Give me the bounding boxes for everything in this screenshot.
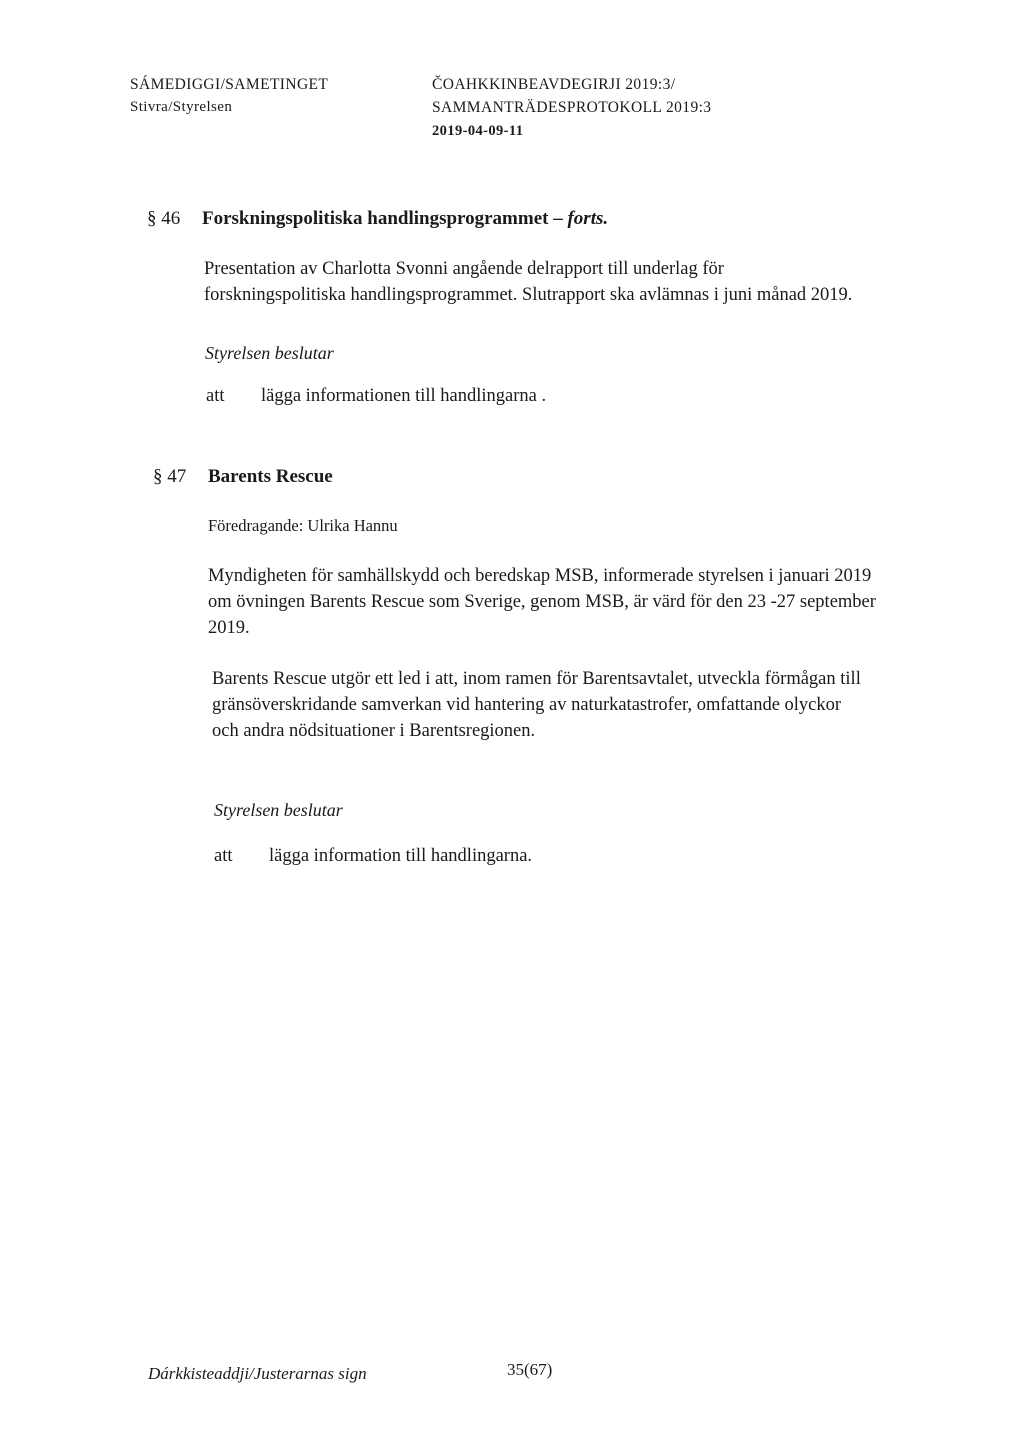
decision-text: lägga information till handlingarna.	[269, 846, 533, 866]
section-47-decision-heading: Styrelsen beslutar	[214, 800, 343, 820]
org-unit: Stivra/Styrelsen	[130, 99, 233, 115]
section-47-presenter: Föredragande: Ulrika Hannu	[208, 516, 398, 535]
section-47-paragraph-1	[208, 563, 876, 641]
text-line: Myndigheten för samhällskydd och beredskap MSB, informerade styrelsen i januari 2019	[208, 566, 872, 586]
section-46-title: Forskningspolitiska handlingsprogrammet –	[202, 208, 563, 229]
text-line: och andra nödsituationer i Barentsregionen.	[212, 721, 536, 741]
section-47-number: § 47	[153, 466, 187, 487]
page-number: 35(67)	[507, 1360, 553, 1379]
meeting-date: 2019-04-09-11	[432, 123, 524, 139]
org-name: SÁMEDIGGI/SAMETINGET	[130, 76, 329, 93]
section-47-paragraph-2	[212, 666, 861, 744]
text-line: gränsöverskridande samverkan vid hantering av naturkatastrofer, omfattande olyckor	[212, 695, 842, 715]
text-line: Presentation av Charlotta Svonni angående delrapport till underlag för	[204, 259, 724, 279]
signature-label: Dárkkisteaddji/Justerarnas sign	[148, 1364, 367, 1383]
footer-signature-label	[148, 1364, 367, 1384]
section-47-title: Barents Rescue	[208, 466, 333, 487]
decision-att-label: att	[206, 386, 225, 406]
section-46-heading	[147, 208, 608, 230]
section-47-decision	[214, 846, 532, 867]
text-line: Barents Rescue utgör ett led i att, inom ramen för Barentsavtalet, utveckla förmågan till	[212, 669, 861, 689]
text-line: om övningen Barents Rescue som Sverige, genom MSB, är värd för den 23 -27 september	[208, 592, 876, 612]
text-line: 2019.	[208, 618, 250, 638]
decision-text: lägga informationen till handlingarna .	[261, 386, 547, 406]
section-46-decision-heading: Styrelsen beslutar	[205, 343, 334, 363]
section-46-decision	[206, 386, 546, 407]
text-line: forskningspolitiska handlingsprogrammet. Slutrapport ska avlämnas i juni månad 2019.	[204, 285, 853, 305]
section-46-number: § 46	[147, 208, 181, 229]
section-46-title-suffix: forts.	[567, 208, 609, 229]
protocol-title-sv: SAMMANTRÄDESPROTOKOLL 2019:3	[432, 99, 712, 116]
section-46-paragraph	[204, 256, 852, 308]
protocol-title: ČOAHKKINBEAVDEGIRJI 2019:3/	[432, 76, 676, 93]
section-47-heading	[153, 466, 333, 488]
decision-att-label: att	[214, 846, 233, 866]
